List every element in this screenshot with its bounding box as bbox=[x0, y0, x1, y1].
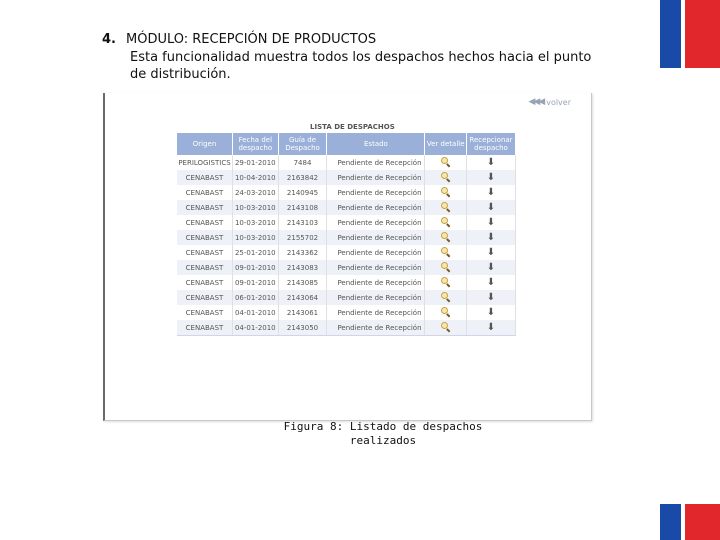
table-row bbox=[177, 170, 516, 185]
table-row bbox=[177, 260, 516, 275]
magnifier-icon[interactable] bbox=[441, 202, 450, 211]
table-row bbox=[177, 245, 516, 260]
cell-fecha: 10-03-2010 bbox=[233, 215, 279, 230]
cell-fecha: 25-01-2010 bbox=[233, 245, 279, 260]
ver-detalle-cell bbox=[425, 275, 467, 290]
download-arrow-icon[interactable]: ⬇ bbox=[486, 291, 496, 303]
cell-fecha: 04-01-2010 bbox=[233, 305, 279, 320]
magnifier-icon[interactable] bbox=[441, 277, 450, 286]
volver-label: volver bbox=[546, 97, 571, 107]
table-row bbox=[177, 185, 516, 200]
cell-estado: Pendiente de Recepción bbox=[327, 170, 425, 185]
cell-fecha: 10-03-2010 bbox=[233, 230, 279, 245]
magnifier-icon[interactable] bbox=[441, 307, 450, 316]
column-header: Ver detalle bbox=[425, 133, 467, 155]
cell-estado: Pendiente de Recepción bbox=[327, 260, 425, 275]
cell-guia: 2155702 bbox=[278, 230, 327, 245]
cell-estado: Pendiente de Recepción bbox=[327, 200, 425, 215]
section-description: Esta funcionalidad muestra todos los despachos hechos hacia el punto de distribución. bbox=[130, 50, 592, 82]
cell-guia: 2163842 bbox=[278, 170, 327, 185]
recepcionar-cell bbox=[467, 230, 516, 245]
back-arrows-icon: ◀◀◀ bbox=[528, 97, 544, 107]
cell-estado: Pendiente de Recepción bbox=[327, 320, 425, 336]
ver-detalle-cell bbox=[425, 185, 467, 200]
cell-origen: CENABAST bbox=[177, 215, 233, 230]
cell-guia: 2143050 bbox=[278, 320, 327, 336]
recepcionar-cell bbox=[467, 200, 516, 215]
download-arrow-icon[interactable]: ⬇ bbox=[486, 171, 496, 183]
column-header: Guía de Despacho bbox=[278, 133, 327, 155]
cell-origen: CENABAST bbox=[177, 305, 233, 320]
magnifier-icon[interactable] bbox=[441, 157, 450, 166]
cell-fecha: 04-01-2010 bbox=[233, 320, 279, 336]
volver-link[interactable] bbox=[528, 97, 571, 107]
cell-guia: 2143085 bbox=[278, 275, 327, 290]
cell-fecha: 09-01-2010 bbox=[233, 260, 279, 275]
recepcionar-cell bbox=[467, 305, 516, 320]
ver-detalle-cell bbox=[425, 245, 467, 260]
magnifier-icon[interactable] bbox=[441, 172, 450, 181]
recepcionar-cell bbox=[467, 290, 516, 305]
section-heading bbox=[102, 32, 376, 47]
download-arrow-icon[interactable]: ⬇ bbox=[486, 261, 496, 273]
magnifier-icon[interactable] bbox=[441, 187, 450, 196]
column-header: Fecha del despacho bbox=[233, 133, 279, 155]
table-row bbox=[177, 275, 516, 290]
cell-fecha: 10-03-2010 bbox=[233, 200, 279, 215]
cell-guia: 2143103 bbox=[278, 215, 327, 230]
ver-detalle-cell bbox=[425, 305, 467, 320]
ver-detalle-cell bbox=[425, 215, 467, 230]
recepcionar-cell bbox=[467, 170, 516, 185]
download-arrow-icon[interactable]: ⬇ bbox=[486, 306, 496, 318]
cell-estado: Pendiente de Recepción bbox=[327, 230, 425, 245]
ver-detalle-cell bbox=[425, 290, 467, 305]
cell-guia: 2143108 bbox=[278, 200, 327, 215]
cell-guia: 2143362 bbox=[278, 245, 327, 260]
download-arrow-icon[interactable]: ⬇ bbox=[486, 216, 496, 228]
recepcionar-cell bbox=[467, 155, 516, 170]
cell-estado: Pendiente de Recepción bbox=[327, 275, 425, 290]
magnifier-icon[interactable] bbox=[441, 217, 450, 226]
column-header: Origen bbox=[177, 133, 233, 155]
screenshot-frame bbox=[103, 93, 592, 421]
flag-decoration-bottom bbox=[660, 504, 720, 540]
download-arrow-icon[interactable]: ⬇ bbox=[486, 231, 496, 243]
magnifier-icon[interactable] bbox=[441, 292, 450, 301]
section-number: 4. bbox=[102, 32, 116, 47]
cell-guia: 2143064 bbox=[278, 290, 327, 305]
cell-origen: CENABAST bbox=[177, 170, 233, 185]
cell-origen: PERILOGISTICS bbox=[177, 155, 233, 170]
cell-estado: Pendiente de Recepción bbox=[327, 185, 425, 200]
ver-detalle-cell bbox=[425, 170, 467, 185]
cell-fecha: 06-01-2010 bbox=[233, 290, 279, 305]
cell-guia: 7484 bbox=[278, 155, 327, 170]
cell-fecha: 10-04-2010 bbox=[233, 170, 279, 185]
cell-estado: Pendiente de Recepción bbox=[327, 155, 425, 170]
recepcionar-cell bbox=[467, 320, 516, 336]
cell-origen: CENABAST bbox=[177, 260, 233, 275]
cell-origen: CENABAST bbox=[177, 230, 233, 245]
ver-detalle-cell bbox=[425, 200, 467, 215]
despachos-table bbox=[177, 133, 516, 336]
cell-origen: CENABAST bbox=[177, 290, 233, 305]
cell-fecha: 29-01-2010 bbox=[233, 155, 279, 170]
table-row bbox=[177, 215, 516, 230]
download-arrow-icon[interactable]: ⬇ bbox=[486, 156, 496, 168]
table-title: LISTA DE DESPACHOS bbox=[310, 123, 395, 131]
column-header: Recepcionar despacho bbox=[467, 133, 516, 155]
magnifier-icon[interactable] bbox=[441, 232, 450, 241]
ver-detalle-cell bbox=[425, 230, 467, 245]
recepcionar-cell bbox=[467, 260, 516, 275]
download-arrow-icon[interactable]: ⬇ bbox=[486, 246, 496, 258]
table-row bbox=[177, 230, 516, 245]
cell-guia: 2140945 bbox=[278, 185, 327, 200]
ver-detalle-cell bbox=[425, 260, 467, 275]
recepcionar-cell bbox=[467, 245, 516, 260]
cell-origen: CENABAST bbox=[177, 200, 233, 215]
table-row bbox=[177, 320, 516, 336]
cell-fecha: 09-01-2010 bbox=[233, 275, 279, 290]
column-header: Estado bbox=[327, 133, 425, 155]
flag-decoration-top bbox=[660, 0, 720, 68]
cell-origen: CENABAST bbox=[177, 275, 233, 290]
recepcionar-cell bbox=[467, 185, 516, 200]
cell-estado: Pendiente de Recepción bbox=[327, 245, 425, 260]
download-arrow-icon[interactable]: ⬇ bbox=[486, 321, 496, 333]
download-arrow-icon[interactable]: ⬇ bbox=[486, 276, 496, 288]
magnifier-icon[interactable] bbox=[441, 322, 450, 331]
cell-origen: CENABAST bbox=[177, 245, 233, 260]
recepcionar-cell bbox=[467, 215, 516, 230]
download-arrow-icon[interactable]: ⬇ bbox=[486, 186, 496, 198]
download-arrow-icon[interactable]: ⬇ bbox=[486, 201, 496, 213]
table-row bbox=[177, 155, 516, 170]
cell-origen: CENABAST bbox=[177, 185, 233, 200]
magnifier-icon[interactable] bbox=[441, 247, 450, 256]
cell-fecha: 24-03-2010 bbox=[233, 185, 279, 200]
cell-guia: 2143083 bbox=[278, 260, 327, 275]
cell-estado: Pendiente de Recepción bbox=[327, 290, 425, 305]
magnifier-icon[interactable] bbox=[441, 262, 450, 271]
figure-caption: Figura 8: Listado de despachos realizados bbox=[283, 420, 483, 447]
table-row bbox=[177, 200, 516, 215]
table-row bbox=[177, 305, 516, 320]
ver-detalle-cell bbox=[425, 320, 467, 336]
cell-estado: Pendiente de Recepción bbox=[327, 305, 425, 320]
recepcionar-cell bbox=[467, 275, 516, 290]
cell-estado: Pendiente de Recepción bbox=[327, 215, 425, 230]
ver-detalle-cell bbox=[425, 155, 467, 170]
cell-guia: 2143061 bbox=[278, 305, 327, 320]
table-row bbox=[177, 290, 516, 305]
cell-origen: CENABAST bbox=[177, 320, 233, 336]
section-title: MÓDULO: RECEPCIÓN DE PRODUCTOS bbox=[126, 32, 377, 47]
